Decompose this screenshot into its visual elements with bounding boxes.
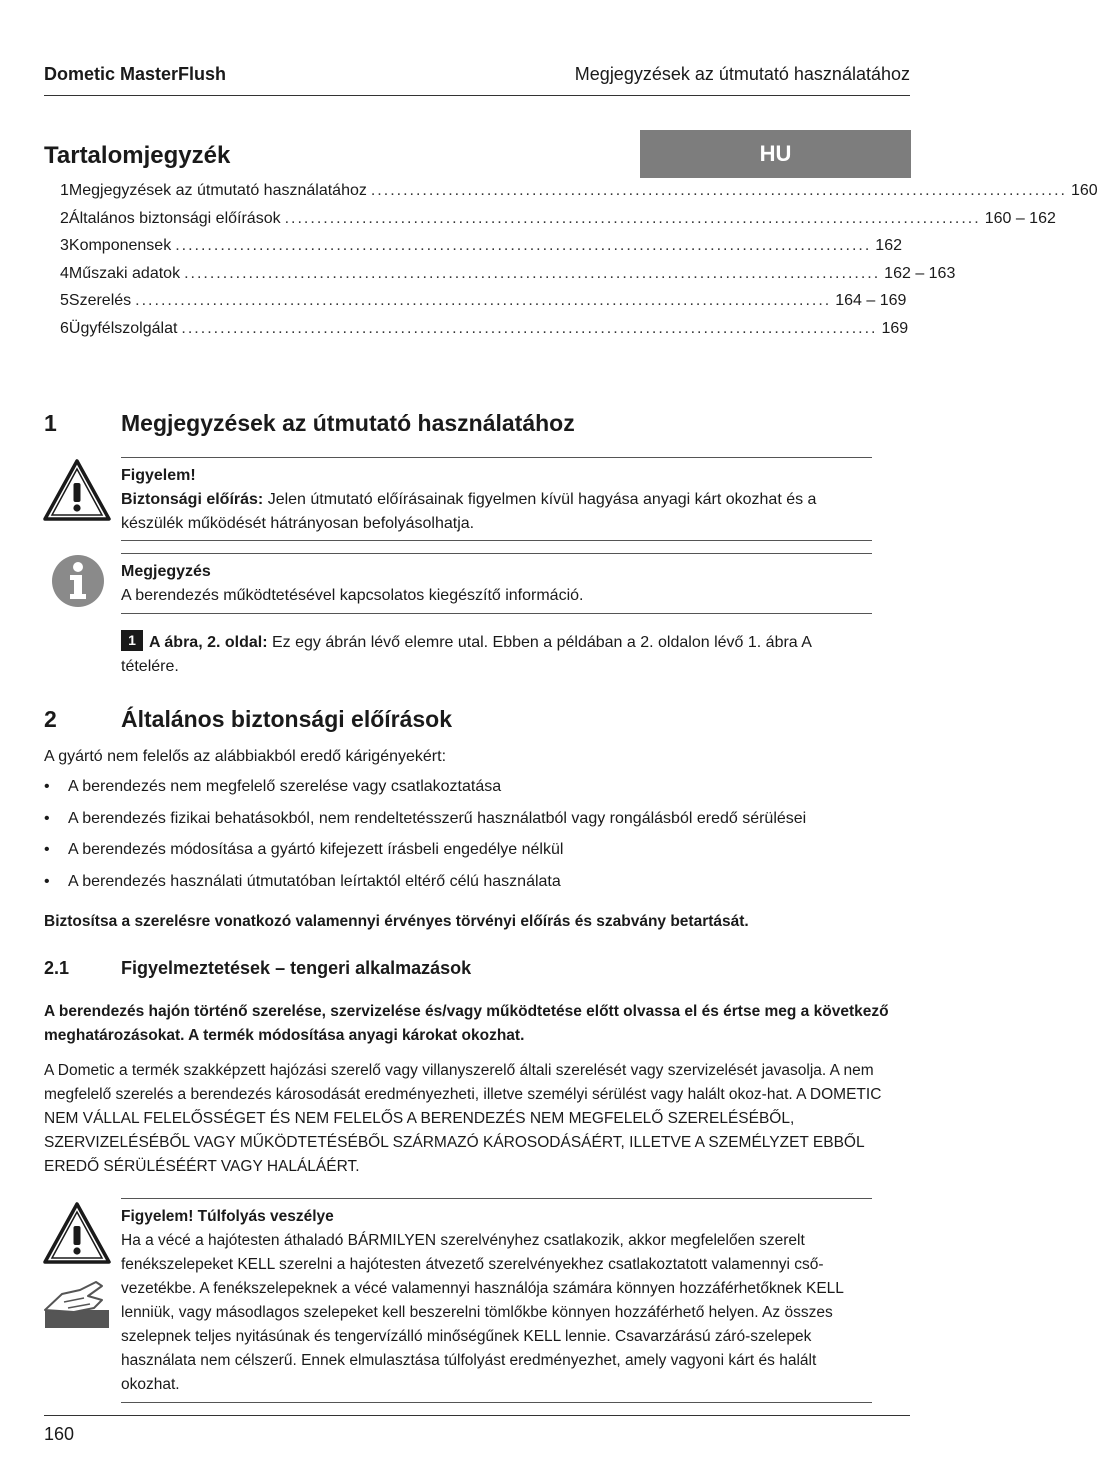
toc-leader: ............................................................................................................ — [184, 264, 881, 282]
warning-text: Jelen útmutató előírásainak figyelmen kívül hagyása anyagi kárt okozhat és a készülék működését hátrányosan befolyásolhatja. — [121, 491, 817, 532]
list-item-text: A berendezés használati útmutatóban leírtaktól eltérő célú használata — [68, 872, 561, 890]
page-header — [44, 64, 910, 96]
bullet-icon: • — [44, 872, 50, 890]
page-number: 160 — [44, 1424, 75, 1444]
figure-ref-lead: A ábra, 2. oldal: — [149, 634, 268, 651]
language-badge: HU — [640, 130, 911, 178]
toc-item-num: 1 — [60, 182, 69, 199]
header-brand: Dometic MasterFlush — [44, 64, 227, 84]
section-1-heading — [44, 410, 575, 437]
warning-title: Figyelem! — [121, 467, 196, 484]
toc-item[interactable] — [60, 209, 1056, 238]
toc-item-page: 160 – 162 — [984, 209, 1056, 227]
footer-divider — [44, 1415, 910, 1416]
section-2-heading — [44, 706, 452, 733]
bullet-icon: • — [44, 778, 50, 795]
toc-leader: ............................................................................................................ — [370, 182, 1067, 199]
warning-lead: Biztonsági előírás: — [121, 491, 264, 508]
list-item-text: A berendezés fizikai behatásokból, nem rendeltetésszerű használatból vagy rongálásból eredő sérülései — [68, 809, 807, 827]
warning-icon — [43, 1202, 111, 1264]
list-item — [44, 873, 910, 905]
overflow-warning-notice — [121, 1198, 872, 1403]
note-title: Megjegyzés — [121, 563, 211, 580]
toc-item-num: 6 — [60, 319, 69, 337]
list-item-text: A berendezés nem megfelelő szerelése vagy csatlakoztatása — [68, 778, 502, 795]
toc-leader: ............................................................................................................ — [284, 209, 981, 227]
section-number: 2.1 — [44, 958, 70, 978]
toc-leader: ............................................................................................................ — [175, 237, 872, 254]
figure-ref-text: Ez egy ábrán lévő elemre utal. Ebben a példában a 2. oldalon lévő 1. ábra A tételére. — [121, 634, 812, 675]
toc-item-num: 5 — [60, 292, 69, 309]
toc-item[interactable] — [60, 237, 902, 265]
warning-body — [121, 488, 872, 536]
table-of-contents — [60, 182, 1098, 347]
section-2-1-bold-para: A berendezés hajón történő szerelése, szervizelése és/vagy működtetése előtt olvassa el és értse meg a következő meghatározásokat. A termék módosítása anyagi károkat okozhat. — [44, 1003, 889, 1044]
warning-icon — [43, 459, 111, 521]
toc-item-page: 160 — [1070, 182, 1098, 199]
toc-item[interactable] — [60, 182, 1098, 210]
toc-item-page: 162 – 163 — [884, 264, 956, 282]
toc-item-label: Műszaki adatok — [68, 264, 181, 282]
overflow-warning-text: Ha a vécé a hajótesten áthaladó BÁRMILYEN szerelvényhez csatlakozik, akkor megfelelően szerelt fenékszelepeket KELL szerelni a hajótesten átvezető szerelvényekhez csatlakoztatott valamennyi cső-vezetékbe. A fenékszelepeknek a vécé valamennyi használója számára könnyen hozzáférhetőknek KELL lenniük, vagy másodlagos szelepeket kell beszerelni tömlőkbe könnyen hozzáférhető helyen. Az összes szelepnek teljes nyitásúnak és tengervízálló minőségűnek KELL lennie. Csavarzárású záró-szelepek használata nem célszerű. Ennek elmulasztása túlfolyást eredményezhet, amely vagyoni kárt és halált okozhat. — [121, 1232, 844, 1393]
toc-item-num: 4 — [60, 264, 69, 282]
section-number: 1 — [44, 410, 57, 436]
header-section: Megjegyzések az útmutató használatához — [574, 64, 910, 84]
toc-item-num: 2 — [60, 209, 69, 227]
toc-item-page: 169 — [881, 319, 909, 337]
toc-leader: ............................................................................................................ — [135, 292, 832, 309]
section-2-intro: A gyártó nem felelős az alábbiakból eredő kárigényekért: — [44, 748, 447, 765]
toc-item[interactable] — [60, 264, 956, 293]
toc-item[interactable] — [60, 292, 907, 320]
overflow-warning-title: Figyelem! Túlfolyás veszélye — [121, 1208, 334, 1225]
note-text: A berendezés működtetésével kapcsolatos kiegészítő információ. — [121, 587, 584, 604]
toc-item-label: Komponensek — [68, 237, 172, 254]
section-title: Megjegyzések az útmutató használatához — [121, 410, 575, 436]
warning-notice — [121, 457, 872, 541]
toc-item-label: Szerelés — [68, 292, 132, 309]
bullet-icon: • — [44, 809, 50, 827]
section-2-bold-note: Biztosítsa a szerelésre vonatkozó valamennyi érvényes törvényi előírás és szabvány betartását. — [44, 913, 749, 930]
toc-item-page: 162 — [875, 237, 902, 254]
section-2-1-heading — [44, 958, 471, 979]
toc-item[interactable] — [60, 319, 909, 348]
figure-reference — [121, 630, 872, 679]
list-item — [44, 778, 910, 810]
note-notice — [121, 553, 872, 614]
toc-item-label: Megjegyzések az útmutató használatához — [68, 182, 367, 199]
section-number: 2 — [44, 706, 57, 732]
section-title: Figyelmeztetések – tengeri alkalmazások — [121, 958, 472, 978]
overflow-hand-icon — [44, 1278, 110, 1330]
list-item — [44, 841, 910, 873]
toc-item-num: 3 — [60, 237, 69, 254]
liability-list — [44, 778, 910, 904]
section-title: Általános biztonsági előírások — [121, 706, 453, 732]
toc-leader: ............................................................................................................ — [181, 319, 878, 337]
toc-title: Tartalomjegyzék — [44, 142, 231, 169]
bullet-icon: • — [44, 841, 50, 858]
list-item — [44, 810, 910, 842]
list-item-text: A berendezés módosítása a gyártó kifejezett írásbeli engedélye nélkül — [68, 841, 564, 858]
figure-number-box: 1 — [121, 630, 143, 651]
toc-item-label: Ügyfélszolgálat — [68, 319, 178, 337]
toc-item-label: Általános biztonsági előírások — [68, 209, 281, 227]
toc-item-page: 164 – 169 — [835, 292, 907, 309]
section-2-1-para: A Dometic a termék szakképzett hajózási szerelő vagy villanyszerelő általi szerelését vagy szervizelését javasolja. A nem megfelelő szerelés a berendezés károsodását eredményezheti, illetve személyi sérülést vagy halált okoz-hat. A DOMETIC NEM VÁLLAL FELELŐSSÉGET ÉS NEM FELELŐS A BERENDEZÉS NEM MEGFELELŐ SZERELÉSÉBŐL, SZERVIZELÉSÉBŐL VAGY MŰKÖDTETÉSÉBŐL SZÁRMAZÓ KÁROSODÁSÁÉRT, ILLETVE A SZEMÉLYZET EBBŐL EREDŐ SÉRÜLÉSÉÉRT VAGY HALÁLÁÉRT. — [44, 1062, 882, 1175]
info-icon — [51, 554, 105, 608]
